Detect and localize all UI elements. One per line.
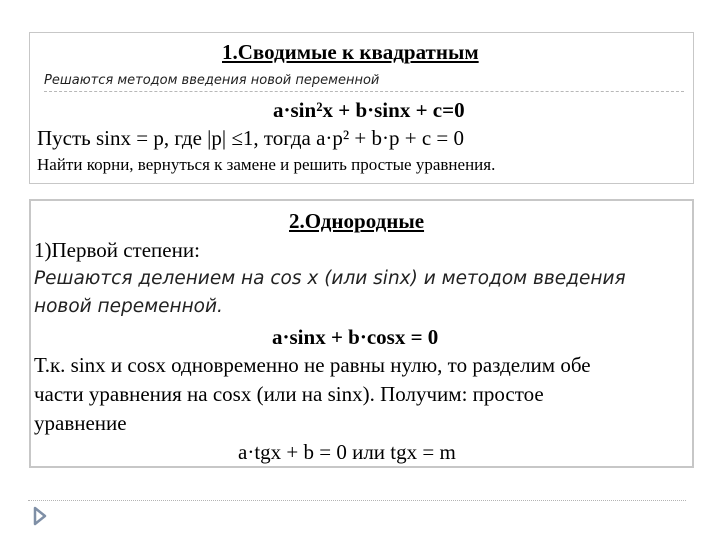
- section-2-formula: a·sinx + b·cosx = 0: [272, 325, 439, 349]
- explanation-line-3: уравнение: [34, 411, 127, 435]
- explanation-line-1: Т.к. sinx и cosx одновременно не равны нулю, то разделим обе: [34, 353, 591, 377]
- subtitle-divider: [44, 91, 684, 92]
- instruction-text: Найти корни, вернуться к замене и решить простые уравнения.: [37, 155, 496, 174]
- section-1-subtitle: Решаются методом введения новой переменной: [44, 73, 380, 88]
- method-line-2: новой переменной.: [34, 296, 223, 317]
- degree-label: 1)Первой степени:: [34, 238, 200, 262]
- section-1-title: 1.Сводимые к квадратным: [222, 40, 479, 64]
- section-2-title: 2.Однородные: [289, 209, 425, 233]
- triangle-right-icon: [33, 506, 47, 526]
- substitution-text: Пусть sinx = p, где |p| ≤1, тогда a·p² + b·p + c = 0: [37, 126, 465, 150]
- result-formula: a·tgx + b = 0 или tgx = m: [238, 440, 456, 464]
- bottom-divider: [28, 500, 686, 501]
- method-line-1: Решаются делением на cos x (или sinx) и методом введения: [34, 268, 626, 289]
- section-1-formula: a·sin²x + b·sinx + c=0: [273, 98, 465, 122]
- explanation-line-2: части уравнения на cosx (или на sinx). Получим: простое: [34, 382, 544, 406]
